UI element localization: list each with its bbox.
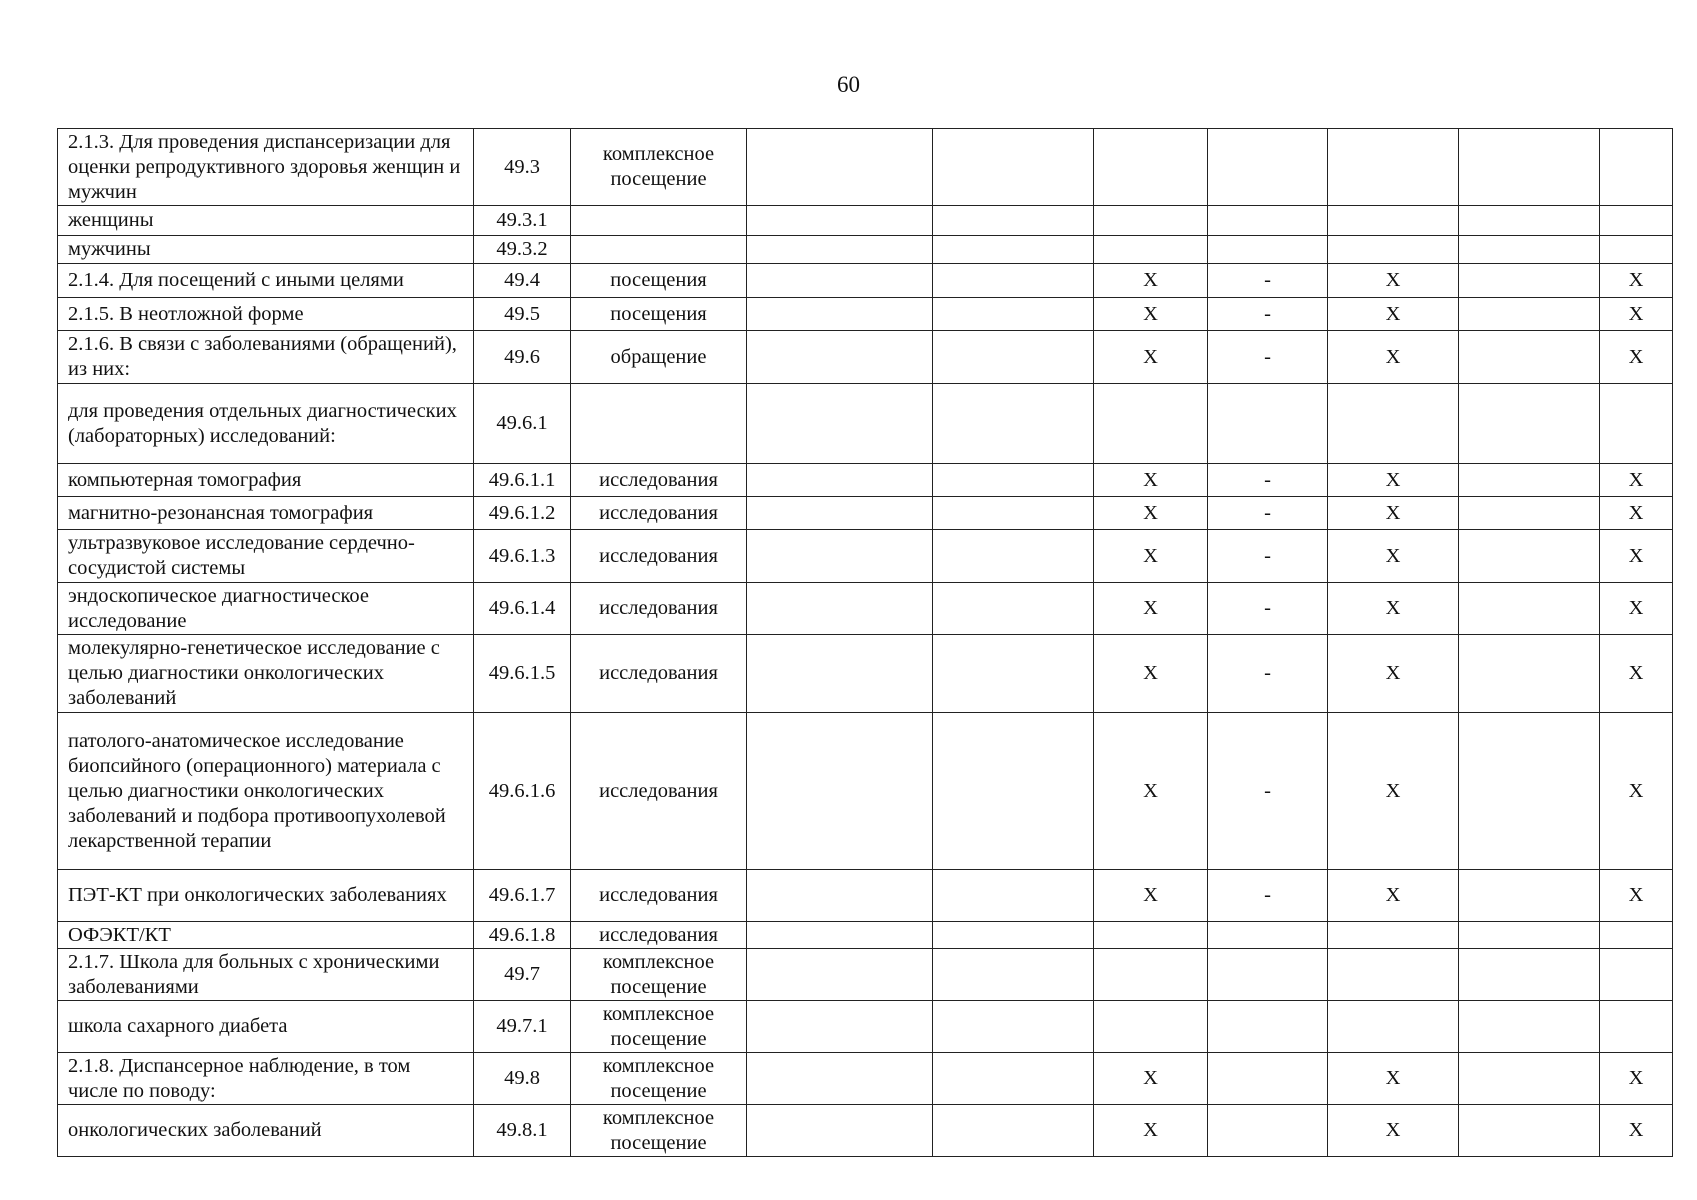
row-code-cell: 49.6.1.4 (474, 583, 571, 635)
value-cell-c1 (747, 949, 933, 1001)
value-cell-c2 (933, 635, 1094, 713)
row-code-cell: 49.6.1.5 (474, 635, 571, 713)
value-cell-c7 (1600, 206, 1673, 236)
table-row (58, 236, 1673, 264)
row-unit-cell: исследования (571, 922, 747, 949)
row-code-cell: 49.3.1 (474, 206, 571, 236)
table-row (58, 922, 1673, 949)
value-cell-c3: Х (1094, 1105, 1208, 1157)
value-cell-c1 (747, 1001, 933, 1053)
value-cell-c3: Х (1094, 870, 1208, 922)
table-row (58, 497, 1673, 530)
value-cell-c5: Х (1328, 870, 1459, 922)
row-name-cell: 2.1.8. Диспансерное наблюдение, в том числе по поводу: (58, 1053, 474, 1105)
value-cell-c2 (933, 236, 1094, 264)
value-cell-c2 (933, 530, 1094, 583)
value-cell-c4: - (1208, 530, 1328, 583)
value-cell-c1 (747, 713, 933, 870)
value-cell-c7: Х (1600, 635, 1673, 713)
row-code-cell: 49.8 (474, 1053, 571, 1105)
row-code-cell: 49.7 (474, 949, 571, 1001)
row-name-cell: 2.1.7. Школа для больных с хроническими заболеваниями (58, 949, 474, 1001)
row-name-cell: 2.1.6. В связи с заболеваниями (обращений), из них: (58, 331, 474, 384)
value-cell-c3 (1094, 1001, 1208, 1053)
value-cell-c1 (747, 583, 933, 635)
value-cell-c1 (747, 384, 933, 464)
table-row (58, 206, 1673, 236)
data-table (57, 128, 1673, 1157)
row-unit-cell: комплексное посещение (571, 129, 747, 206)
value-cell-c4: - (1208, 713, 1328, 870)
value-cell-c4: - (1208, 464, 1328, 497)
value-cell-c7: Х (1600, 497, 1673, 530)
row-name-cell: ПЭТ-КТ при онкологических заболеваниях (58, 870, 474, 922)
value-cell-c4 (1208, 1001, 1328, 1053)
row-code-cell: 49.4 (474, 264, 571, 298)
value-cell-c2 (933, 206, 1094, 236)
value-cell-c4 (1208, 236, 1328, 264)
value-cell-c6 (1459, 464, 1600, 497)
value-cell-c5: Х (1328, 635, 1459, 713)
value-cell-c6 (1459, 635, 1600, 713)
value-cell-c1 (747, 206, 933, 236)
value-cell-c5: Х (1328, 1105, 1459, 1157)
table-row (58, 635, 1673, 713)
value-cell-c5 (1328, 1001, 1459, 1053)
value-cell-c7: Х (1600, 713, 1673, 870)
value-cell-c2 (933, 1053, 1094, 1105)
value-cell-c7 (1600, 922, 1673, 949)
value-cell-c4: - (1208, 635, 1328, 713)
value-cell-c6 (1459, 949, 1600, 1001)
value-cell-c5: Х (1328, 583, 1459, 635)
table-row (58, 583, 1673, 635)
row-code-cell: 49.6.1.7 (474, 870, 571, 922)
row-name-cell: ультразвуковое исследование сердечно-сосудистой системы (58, 530, 474, 583)
value-cell-c3: Х (1094, 530, 1208, 583)
table-row (58, 1053, 1673, 1105)
value-cell-c2 (933, 922, 1094, 949)
value-cell-c3: Х (1094, 497, 1208, 530)
value-cell-c7: Х (1600, 331, 1673, 384)
row-unit-cell: исследования (571, 870, 747, 922)
row-name-cell: молекулярно-генетическое исследование с целью диагностики онкологических заболеваний (58, 635, 474, 713)
value-cell-c7: Х (1600, 1105, 1673, 1157)
table-row (58, 870, 1673, 922)
row-code-cell: 49.6 (474, 331, 571, 384)
row-unit-cell: исследования (571, 530, 747, 583)
value-cell-c1 (747, 530, 933, 583)
value-cell-c5 (1328, 922, 1459, 949)
value-cell-c7: Х (1600, 530, 1673, 583)
value-cell-c6 (1459, 1001, 1600, 1053)
value-cell-c5: Х (1328, 298, 1459, 331)
row-unit-cell: комплексное посещение (571, 1053, 747, 1105)
value-cell-c6 (1459, 384, 1600, 464)
value-cell-c7: Х (1600, 464, 1673, 497)
row-code-cell: 49.6.1.6 (474, 713, 571, 870)
value-cell-c6 (1459, 713, 1600, 870)
value-cell-c4: - (1208, 298, 1328, 331)
value-cell-c5: Х (1328, 530, 1459, 583)
table-row (58, 384, 1673, 464)
value-cell-c5: Х (1328, 464, 1459, 497)
value-cell-c6 (1459, 1105, 1600, 1157)
row-name-cell: 2.1.4. Для посещений с иными целями (58, 264, 474, 298)
value-cell-c2 (933, 264, 1094, 298)
value-cell-c4 (1208, 206, 1328, 236)
value-cell-c6 (1459, 331, 1600, 384)
value-cell-c6 (1459, 129, 1600, 206)
value-cell-c2 (933, 1105, 1094, 1157)
row-unit-cell: обращение (571, 331, 747, 384)
value-cell-c5: Х (1328, 1053, 1459, 1105)
value-cell-c4: - (1208, 583, 1328, 635)
value-cell-c6 (1459, 530, 1600, 583)
row-code-cell: 49.6.1.3 (474, 530, 571, 583)
value-cell-c3: Х (1094, 713, 1208, 870)
value-cell-c2 (933, 583, 1094, 635)
value-cell-c4 (1208, 1105, 1328, 1157)
value-cell-c5 (1328, 949, 1459, 1001)
value-cell-c4: - (1208, 264, 1328, 298)
row-code-cell: 49.6.1.8 (474, 922, 571, 949)
value-cell-c7 (1600, 129, 1673, 206)
row-code-cell: 49.7.1 (474, 1001, 571, 1053)
value-cell-c2 (933, 713, 1094, 870)
value-cell-c7 (1600, 1001, 1673, 1053)
value-cell-c1 (747, 236, 933, 264)
value-cell-c3 (1094, 949, 1208, 1001)
value-cell-c4: - (1208, 870, 1328, 922)
value-cell-c3: Х (1094, 583, 1208, 635)
value-cell-c4 (1208, 949, 1328, 1001)
row-code-cell: 49.6.1 (474, 384, 571, 464)
value-cell-c5: Х (1328, 264, 1459, 298)
value-cell-c2 (933, 384, 1094, 464)
value-cell-c5 (1328, 206, 1459, 236)
value-cell-c5 (1328, 129, 1459, 206)
row-unit-cell: исследования (571, 497, 747, 530)
value-cell-c7: Х (1600, 870, 1673, 922)
row-name-cell: 2.1.3. Для проведения диспансеризации для оценки репродуктивного здоровья женщин и мужчин (58, 129, 474, 206)
value-cell-c6 (1459, 298, 1600, 331)
value-cell-c1 (747, 129, 933, 206)
value-cell-c7: Х (1600, 264, 1673, 298)
row-unit-cell: комплексное посещение (571, 1105, 747, 1157)
value-cell-c7: Х (1600, 1053, 1673, 1105)
value-cell-c6 (1459, 236, 1600, 264)
value-cell-c6 (1459, 583, 1600, 635)
value-cell-c3 (1094, 236, 1208, 264)
row-name-cell: для проведения отдельных диагностических (лабораторных) исследований: (58, 384, 474, 464)
row-code-cell: 49.3.2 (474, 236, 571, 264)
value-cell-c7 (1600, 949, 1673, 1001)
value-cell-c3: Х (1094, 298, 1208, 331)
row-name-cell: мужчины (58, 236, 474, 264)
value-cell-c6 (1459, 206, 1600, 236)
row-unit-cell (571, 236, 747, 264)
row-name-cell: эндоскопическое диагностическое исследование (58, 583, 474, 635)
value-cell-c4 (1208, 129, 1328, 206)
value-cell-c2 (933, 1001, 1094, 1053)
value-cell-c4: - (1208, 331, 1328, 384)
value-cell-c3: Х (1094, 464, 1208, 497)
value-cell-c1 (747, 922, 933, 949)
value-cell-c1 (747, 497, 933, 530)
table-row (58, 1001, 1673, 1053)
value-cell-c1 (747, 464, 933, 497)
row-code-cell: 49.6.1.1 (474, 464, 571, 497)
row-name-cell: магнитно-резонансная томография (58, 497, 474, 530)
table-row (58, 331, 1673, 384)
value-cell-c2 (933, 464, 1094, 497)
value-cell-c6 (1459, 497, 1600, 530)
value-cell-c1 (747, 870, 933, 922)
row-unit-cell (571, 384, 747, 464)
table-row (58, 1105, 1673, 1157)
value-cell-c7: Х (1600, 298, 1673, 331)
value-cell-c6 (1459, 264, 1600, 298)
value-cell-c6 (1459, 870, 1600, 922)
value-cell-c4: - (1208, 497, 1328, 530)
table-row (58, 264, 1673, 298)
value-cell-c1 (747, 264, 933, 298)
row-unit-cell: исследования (571, 583, 747, 635)
table-row (58, 298, 1673, 331)
value-cell-c5 (1328, 236, 1459, 264)
value-cell-c3 (1094, 922, 1208, 949)
value-cell-c3: Х (1094, 331, 1208, 384)
value-cell-c1 (747, 1105, 933, 1157)
value-cell-c7 (1600, 384, 1673, 464)
value-cell-c5: Х (1328, 497, 1459, 530)
value-cell-c4 (1208, 1053, 1328, 1105)
value-cell-c1 (747, 298, 933, 331)
value-cell-c5: Х (1328, 331, 1459, 384)
table-row (58, 530, 1673, 583)
table-body (58, 129, 1673, 1157)
value-cell-c2 (933, 331, 1094, 384)
value-cell-c4 (1208, 384, 1328, 464)
row-name-cell: школа сахарного диабета (58, 1001, 474, 1053)
page-number: 60 (837, 72, 860, 97)
table-row (58, 949, 1673, 1001)
row-name-cell: женщины (58, 206, 474, 236)
table-row (58, 713, 1673, 870)
row-name-cell: 2.1.5. В неотложной форме (58, 298, 474, 331)
row-unit-cell (571, 206, 747, 236)
value-cell-c3 (1094, 129, 1208, 206)
value-cell-c3 (1094, 384, 1208, 464)
value-cell-c2 (933, 129, 1094, 206)
value-cell-c1 (747, 331, 933, 384)
row-code-cell: 49.6.1.2 (474, 497, 571, 530)
value-cell-c6 (1459, 922, 1600, 949)
row-code-cell: 49.5 (474, 298, 571, 331)
value-cell-c5 (1328, 384, 1459, 464)
value-cell-c3 (1094, 206, 1208, 236)
value-cell-c2 (933, 949, 1094, 1001)
value-cell-c6 (1459, 1053, 1600, 1105)
row-unit-cell: исследования (571, 635, 747, 713)
table-row (58, 129, 1673, 206)
row-unit-cell: исследования (571, 464, 747, 497)
value-cell-c5: Х (1328, 713, 1459, 870)
value-cell-c1 (747, 1053, 933, 1105)
row-unit-cell: исследования (571, 713, 747, 870)
value-cell-c3: Х (1094, 1053, 1208, 1105)
value-cell-c2 (933, 497, 1094, 530)
value-cell-c1 (747, 635, 933, 713)
row-name-cell: онкологических заболеваний (58, 1105, 474, 1157)
row-unit-cell: комплексное посещение (571, 1001, 747, 1053)
value-cell-c4 (1208, 922, 1328, 949)
value-cell-c3: Х (1094, 635, 1208, 713)
table-row (58, 464, 1673, 497)
row-unit-cell: посещения (571, 264, 747, 298)
row-name-cell: патолого-анатомическое исследование биопсийного (операционного) материала с целью диагностики онкологических заболеваний и подбора противоопухолевой лекарственной терапии (58, 713, 474, 870)
row-name-cell: ОФЭКТ/КТ (58, 922, 474, 949)
value-cell-c7: Х (1600, 583, 1673, 635)
value-cell-c2 (933, 298, 1094, 331)
row-code-cell: 49.8.1 (474, 1105, 571, 1157)
row-code-cell: 49.3 (474, 129, 571, 206)
value-cell-c2 (933, 870, 1094, 922)
value-cell-c3: Х (1094, 264, 1208, 298)
value-cell-c7 (1600, 236, 1673, 264)
row-unit-cell: посещения (571, 298, 747, 331)
row-unit-cell: комплексное посещение (571, 949, 747, 1001)
row-name-cell: компьютерная томография (58, 464, 474, 497)
